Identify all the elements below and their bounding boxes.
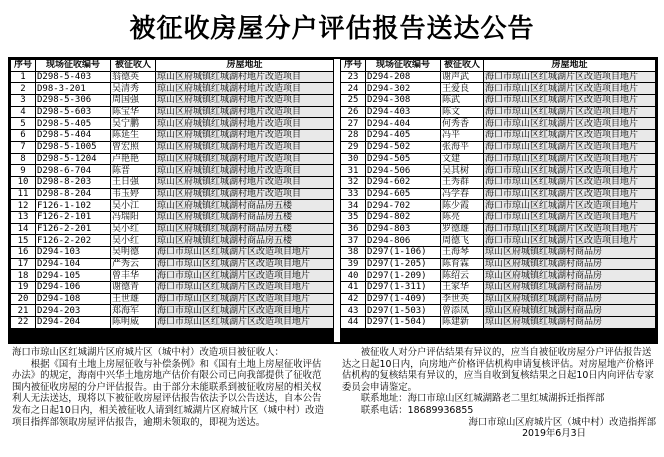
row-owner: 吴宁鹏 [111, 118, 156, 130]
col-name: 被征收人 [441, 60, 484, 72]
row-address: 海口市琼山区红城湖片区改造项目地片 [484, 130, 656, 142]
row-code: D297(1-311) [366, 282, 441, 294]
row-owner: 吴清秀 [111, 83, 156, 95]
table-row [341, 258, 656, 270]
row-address: 海口市琼山区红城湖片区改造项目地片 [484, 95, 656, 107]
col-address: 房屋地址 [156, 60, 334, 72]
table-row [11, 247, 334, 259]
table-row [11, 188, 334, 200]
row-number: 17 [11, 258, 36, 270]
row-code: D294-308 [366, 95, 441, 107]
row-code: D297(1-504) [366, 317, 441, 329]
row-number: 41 [341, 282, 366, 294]
table-row [11, 293, 334, 305]
row-address: 琼山区府城镇红城湖村地片改造项目 [156, 130, 334, 142]
row-number: 44 [341, 317, 366, 329]
household-table-right [340, 59, 656, 329]
row-address: 海口市琼山区红城湖片区改造项目地片 [484, 211, 656, 223]
row-owner: 韦玉婷 [111, 188, 156, 200]
row-owner: 冯学春 [441, 188, 484, 200]
notice-salutation: 海口市琼山区红城湖片区府城片区（城中村）改造项目被征收人： [12, 347, 284, 358]
row-owner: 吴小红 [111, 223, 156, 235]
row-number: 3 [11, 95, 36, 107]
table-row [341, 188, 656, 200]
row-owner: 王家华 [441, 282, 484, 294]
row-owner: 陈宝华 [111, 106, 156, 118]
row-address: 琼山区府城镇红城湖村地片改造项目 [156, 188, 334, 200]
table-row [11, 270, 334, 282]
row-owner: 曾宏照 [111, 141, 156, 153]
row-number: 42 [341, 293, 366, 305]
table-row [341, 165, 656, 177]
contact-address: 联系地址：海口市琼山区红城湖路老二里红城湖拆迁指挥部 [360, 393, 605, 405]
table-row [11, 83, 334, 95]
row-owner: 谢声武 [441, 71, 484, 83]
row-code: D297(1-209) [366, 270, 441, 282]
row-owner: 冯瑞阳 [111, 211, 156, 223]
row-owner: 周国强 [111, 95, 156, 107]
row-number: 19 [11, 282, 36, 294]
row-code: D297(1-409) [366, 293, 441, 305]
row-number: 8 [11, 153, 36, 165]
row-number: 27 [341, 118, 366, 130]
issue-date: 2019年6月3日 [522, 428, 586, 440]
row-code: D298-5-405 [36, 118, 111, 130]
col-code: 现场征收编号 [366, 60, 441, 72]
row-number: 40 [341, 270, 366, 282]
table-row [11, 223, 334, 235]
row-code: D294-802 [366, 211, 441, 223]
row-code: D297(1-503) [366, 305, 441, 317]
row-address: 海口市琼山区红城湖片区改造项目地片 [484, 235, 656, 247]
household-table-left [10, 59, 334, 329]
row-address: 海口市琼山区红城湖片区改造项目地片 [484, 83, 656, 95]
row-number: 30 [341, 153, 366, 165]
top-edge [0, 0, 664, 6]
table-row [11, 305, 334, 317]
row-owner: 王爱良 [441, 83, 484, 95]
row-number: 13 [11, 211, 36, 223]
row-address: 海口市琼山区红城湖片区改造项目地片 [484, 118, 656, 130]
row-address: 海口市琼山区红城湖片区改造项目地片 [156, 247, 334, 259]
table-row [341, 83, 656, 95]
table-row [341, 305, 656, 317]
household-tables [8, 57, 658, 344]
table-row [341, 118, 656, 130]
row-owner: 陈绍云 [441, 270, 484, 282]
row-code: D98-3-201 [36, 83, 111, 95]
row-code: D298-5-306 [36, 95, 111, 107]
table-row [341, 130, 656, 142]
contact-phone: 联系电话：18689936855 [360, 404, 474, 416]
row-address: 海口市琼山区红城湖片区改造项目地片 [484, 141, 656, 153]
row-code: D294-403 [366, 106, 441, 118]
table-row [341, 211, 656, 223]
issuer-signature: 海口市琼山区府城片区（城中村）改造指挥部 [468, 416, 656, 428]
row-number: 34 [341, 200, 366, 212]
col-address: 房屋地址 [484, 60, 656, 72]
row-owner: 张海平 [441, 141, 484, 153]
table-row [11, 317, 334, 329]
row-address: 海口市琼山区红城湖片区改造项目地片 [484, 71, 656, 83]
row-code: D294-502 [366, 141, 441, 153]
row-address: 海口市琼山区红城湖片区改造项目地片 [484, 223, 656, 235]
row-number: 28 [341, 130, 366, 142]
table-row [11, 71, 334, 83]
table-row [341, 317, 656, 329]
table-row [341, 153, 656, 165]
row-number: 2 [11, 83, 36, 95]
row-code: D294-605 [366, 188, 441, 200]
row-owner: 王海琴 [441, 247, 484, 259]
table-row [11, 130, 334, 142]
row-number: 33 [341, 188, 366, 200]
table-row [11, 153, 334, 165]
row-number: 20 [11, 293, 36, 305]
row-number: 37 [341, 235, 366, 247]
row-code: D297(1-106) [366, 247, 441, 259]
notice-right [342, 347, 656, 440]
col-no: 序号 [11, 60, 36, 72]
table-header-row [11, 60, 334, 72]
row-number: 16 [11, 247, 36, 259]
row-code: D298-5-1005 [36, 141, 111, 153]
table-row [341, 200, 656, 212]
row-number: 18 [11, 270, 36, 282]
row-number: 11 [11, 188, 36, 200]
row-owner: 何秀香 [441, 118, 484, 130]
row-code: D294-506 [366, 165, 441, 177]
row-owner: 曾添凤 [441, 305, 484, 317]
row-code: D294-103 [36, 247, 111, 259]
table-row [341, 293, 656, 305]
row-number: 10 [11, 176, 36, 188]
row-address: 琼山区府城镇红城湖村商品房 [484, 258, 656, 270]
row-owner: 谢德青 [111, 282, 156, 294]
row-owner: 吴小红 [111, 235, 156, 247]
table-row [11, 106, 334, 118]
row-address: 海口市琼山区红城湖片区改造项目地片 [156, 282, 334, 294]
row-owner: 严秀云 [111, 258, 156, 270]
notice-left [12, 347, 330, 428]
col-name: 被征收人 [111, 60, 156, 72]
notice-body: 根据《国有土地上房屋征收与补偿条例》和《国有土地上房屋征收评估办法》的规定，海南中兴华土地房地产估价有限公司已向我部提供了征收范围内被征收房屋的分户评估报告。由于部分未能联系到被征收房屋的相关权利人无法送达，现将以下被征收房屋评估报告依法予以公告送达，自本公告发布之日起10日内，相关被征收人请到红城湖片区府城片区（城中村）改造项目指挥部领取房屋评估报告，逾期未领取的，即视为送达。 [12, 358, 324, 428]
row-number: 35 [341, 211, 366, 223]
table-row [11, 165, 334, 177]
row-owner: 曾丰华 [111, 270, 156, 282]
row-number: 29 [341, 141, 366, 153]
row-address: 琼山区府城镇红城湖村地片改造项目 [156, 83, 334, 95]
row-owner: 陈少霞 [441, 200, 484, 212]
row-address: 琼山区府城镇红城湖村商品房五楼 [156, 200, 334, 212]
col-code: 现场征收编号 [36, 60, 111, 72]
row-address: 琼山区府城镇红城湖村商品房 [484, 305, 656, 317]
row-owner: 王世雄 [111, 293, 156, 305]
row-owner: 周德飞 [441, 235, 484, 247]
row-address: 琼山区府城镇红城湖村商品房 [484, 270, 656, 282]
row-owner: 陈武 [441, 95, 484, 107]
row-address: 琼山区府城镇红城湖村商品房 [484, 247, 656, 259]
row-owner: 陈文 [441, 106, 484, 118]
row-number: 31 [341, 165, 366, 177]
row-address: 琼山区府城镇红城湖村地片改造项目 [156, 176, 334, 188]
row-number: 26 [341, 106, 366, 118]
row-number: 32 [341, 176, 366, 188]
row-code: F126-2-101 [36, 211, 111, 223]
row-number: 39 [341, 258, 366, 270]
row-code: F126-2-201 [36, 223, 111, 235]
row-owner: 卢艳艳 [111, 153, 156, 165]
row-address: 海口市琼山区红城湖片区改造项目地片 [156, 305, 334, 317]
table-row [341, 71, 656, 83]
table-row [11, 211, 334, 223]
row-address: 琼山区府城镇红城湖村地片改造项目 [156, 71, 334, 83]
row-code: D294-803 [366, 223, 441, 235]
row-code: D294-405 [366, 130, 441, 142]
row-code: F126-1-102 [36, 200, 111, 212]
row-address: 琼山区府城镇红城湖村地片改造项目 [156, 95, 334, 107]
row-number: 4 [11, 106, 36, 118]
row-number: 9 [11, 165, 36, 177]
row-address: 海口市琼山区红城湖片区改造项目地片 [156, 293, 334, 305]
row-code: D298-5-404 [36, 130, 111, 142]
row-owner: 陈明威 [111, 317, 156, 329]
table-row [341, 235, 656, 247]
row-code: D294-404 [366, 118, 441, 130]
table-row [341, 282, 656, 294]
row-owner: 陈育霖 [441, 258, 484, 270]
table-row [11, 141, 334, 153]
row-owner: 文建 [441, 153, 484, 165]
row-code: D294-302 [366, 83, 441, 95]
row-owner: 陈晋 [111, 165, 156, 177]
row-address: 琼山区府城镇红城湖村商品房五楼 [156, 211, 334, 223]
row-number: 21 [11, 305, 36, 317]
objection-paragraph: 被征收人对分户评估结果有异议的，应当自被征收房屋分户评估报告送达之日起10日内，向房地产价格评估机构申请复核评估。对房屋地产价格评估机构的复核结果有异议的，应当自收到复核结果之日起10日内向评估专家委员会申请鉴定。 [342, 347, 654, 393]
row-code: D294-806 [366, 235, 441, 247]
row-number: 15 [11, 235, 36, 247]
row-owner: 冯平 [441, 130, 484, 142]
row-number: 36 [341, 223, 366, 235]
row-address: 海口市琼山区红城湖片区改造项目地片 [484, 188, 656, 200]
table-row [11, 118, 334, 130]
col-no: 序号 [341, 60, 366, 72]
table-row [11, 235, 334, 247]
table-row [341, 95, 656, 107]
row-number: 24 [341, 83, 366, 95]
table-row [341, 176, 656, 188]
row-address: 海口市琼山区红城湖片区改造项目地片 [484, 200, 656, 212]
row-number: 7 [11, 141, 36, 153]
row-address: 琼山区府城镇红城湖村商品房 [484, 293, 656, 305]
row-address: 琼山区府城镇红城湖村地片改造项目 [156, 106, 334, 118]
row-owner: 李世英 [441, 293, 484, 305]
row-owner: 翁德英 [111, 71, 156, 83]
table-row [341, 141, 656, 153]
table-row [11, 176, 334, 188]
row-code: D294-702 [366, 200, 441, 212]
row-owner: 王秀群 [441, 176, 484, 188]
row-code: D294-203 [36, 305, 111, 317]
row-owner: 吴小江 [111, 200, 156, 212]
row-number: 38 [341, 247, 366, 259]
row-owner: 王日强 [111, 176, 156, 188]
row-number: 1 [11, 71, 36, 83]
row-code: D298-8-203 [36, 176, 111, 188]
row-address: 琼山区府城镇红城湖村商品房五楼 [156, 235, 334, 247]
row-number: 25 [341, 95, 366, 107]
table-row [341, 270, 656, 282]
row-code: D298-6-704 [36, 165, 111, 177]
table-row [341, 106, 656, 118]
row-number: 12 [11, 200, 36, 212]
row-address: 琼山区府城镇红城湖村地片改造项目 [156, 141, 334, 153]
row-address: 海口市琼山区红城湖片区改造项目地片 [156, 258, 334, 270]
row-number: 23 [341, 71, 366, 83]
row-code: D294-204 [36, 317, 111, 329]
row-code: D294-106 [36, 282, 111, 294]
row-number: 5 [11, 118, 36, 130]
row-code: D294-602 [366, 176, 441, 188]
row-code: D298-5-603 [36, 106, 111, 118]
row-code: D294-104 [36, 258, 111, 270]
row-number: 6 [11, 130, 36, 142]
row-code: D298-8-204 [36, 188, 111, 200]
row-address: 海口市琼山区红城湖片区改造项目地片 [484, 153, 656, 165]
row-owner: 陈建新 [441, 317, 484, 329]
table-row [11, 95, 334, 107]
table-row [341, 223, 656, 235]
row-owner: 陈延生 [111, 130, 156, 142]
row-address: 琼山区府城镇红城湖村商品房五楼 [156, 223, 334, 235]
table-row [341, 247, 656, 259]
table-row [11, 258, 334, 270]
row-address: 海口市琼山区红城湖片区改造项目地片 [484, 106, 656, 118]
row-number: 22 [11, 317, 36, 329]
row-address: 海口市琼山区红城湖片区改造项目地片 [156, 317, 334, 329]
row-number: 14 [11, 223, 36, 235]
row-code: D298-5-403 [36, 71, 111, 83]
table-row [11, 282, 334, 294]
row-code: D294-505 [366, 153, 441, 165]
row-code: D297(1-205) [366, 258, 441, 270]
row-code: D294-105 [36, 270, 111, 282]
row-owner: 罗德雄 [441, 223, 484, 235]
row-address: 海口市琼山区红城湖片区改造项目地片 [484, 165, 656, 177]
row-code: F126-2-202 [36, 235, 111, 247]
row-address: 海口市琼山区红城湖片区改造项目地片 [484, 176, 656, 188]
row-address: 琼山区府城镇红城湖村地片改造项目 [156, 118, 334, 130]
row-address: 琼山区府城镇红城湖村商品房 [484, 282, 656, 294]
row-number: 43 [341, 305, 366, 317]
row-owner: 陈亮 [441, 211, 484, 223]
notice-title: 被征收房屋分户评估报告送达公告 [129, 14, 535, 44]
row-code: D294-108 [36, 293, 111, 305]
row-address: 琼山区府城镇红城湖村地片改造项目 [156, 153, 334, 165]
table-header-row [341, 60, 656, 72]
row-code: D294-208 [366, 71, 441, 83]
row-owner: 吴其树 [441, 165, 484, 177]
row-address: 海口市琼山区红城湖片区改造项目地片 [156, 270, 334, 282]
row-owner: 吴明德 [111, 247, 156, 259]
row-address: 琼山区府城镇红城湖村商品房 [484, 317, 656, 329]
row-owner: 郑海军 [111, 305, 156, 317]
row-address: 琼山区府城镇红城湖村地片改造项目 [156, 165, 334, 177]
table-row [11, 200, 334, 212]
row-code: D298-5-1204 [36, 153, 111, 165]
